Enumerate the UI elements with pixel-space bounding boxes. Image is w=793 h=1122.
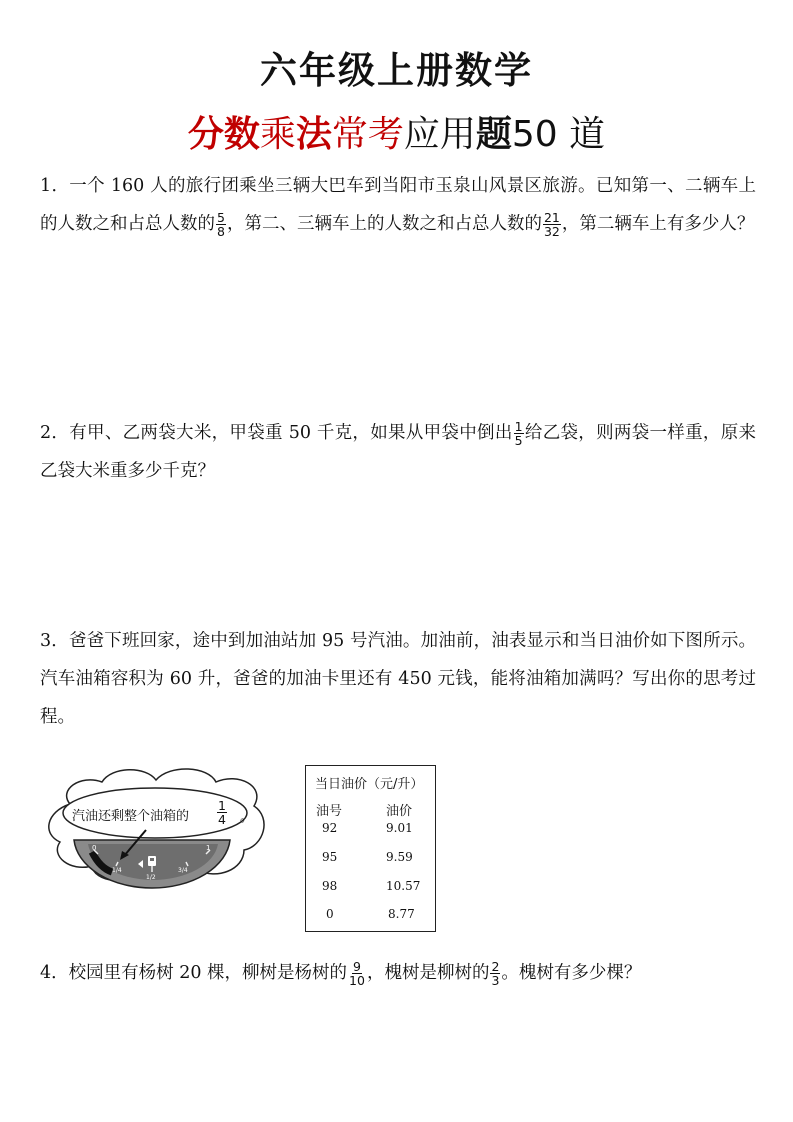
question-number: 1． [40,176,70,196]
fraction [543,211,561,238]
price-header-price: 油价 [386,804,413,819]
gauge-label-full: 1 [206,844,211,852]
question-text: 爸爸下班回家，途中到加油站加 95 号汽油。加油前，油表显示和当日油价如下图所示。汽车油箱容积为 60 升，爸爸的加油卡里还有 450 元钱，能将油箱加满吗？写出你的思考过程。 [40,631,756,727]
document-title: 六年级上册数学 [260,49,533,92]
price-value: 10.57 [386,879,421,893]
fraction-denominator: 8 [217,224,225,239]
fraction-denominator: 5 [514,433,523,448]
question-number: 4． [40,963,69,983]
fraction-numerator: 1 [514,419,523,434]
question-text: ，第二辆车上有多少人？ [561,214,755,234]
question-1 [40,167,756,243]
subtitle-part-1: 分数 [187,114,260,155]
price-header-grade: 油号 [316,804,343,819]
price-grade: 0 [326,907,334,921]
fraction-denominator: 32 [543,224,560,239]
question-number: 2． [40,423,70,443]
fraction-denominator: 4 [218,812,226,827]
subtitle-part-4: 常考 [331,114,404,155]
subtitle-part-3: 法 [295,114,332,155]
fraction [490,960,500,987]
gauge-label-half: 1/2 [146,874,156,881]
question-text: 有甲、乙两袋大米，甲袋重 50 千克，如果从甲袋中倒出 [69,423,513,443]
question-text: ，槐树是柳树的 [366,963,490,983]
question-3 [40,622,756,736]
price-value: 9.59 [386,850,413,864]
price-value: 8.77 [388,907,415,921]
price-table-title: 当日油价（元/升） [315,777,424,792]
subtitle-part-5: 应用 [403,114,476,155]
oil-price-table [305,765,436,932]
fraction-denominator: 10 [349,973,365,988]
question-text: 校园里有杨树 20 棵，柳树是杨树的 [68,963,348,983]
bubble-fraction [216,799,228,826]
bubble-text: 汽油还剩整个油箱的 [72,809,190,824]
document-subtitle [0,106,793,157]
gauge-label-quarter: 1/4 [112,867,122,874]
subtitle-part-2: 乘 [259,114,296,155]
question-number: 3． [40,631,69,651]
fraction [348,960,366,987]
question-text: ，第二、三辆车上的人数之和占总人数的 [226,214,542,234]
question-text: 一个 160 人的旅行团乘坐三辆大巴车到当阳市玉泉山风景区旅游。已知第一、二辆车上的人数之和占总人数的 [40,176,756,234]
fraction-numerator: 5 [217,210,225,225]
question-text: 。槐树有多少棵？ [501,963,642,983]
subtitle-part-6: 题 [475,114,512,155]
fraction-numerator: 1 [218,798,226,813]
price-grade: 95 [322,850,338,864]
fraction-numerator: 21 [543,210,560,225]
fraction-denominator: 3 [491,973,500,988]
fraction [216,211,226,238]
fraction-numerator: 2 [491,959,500,974]
question-text: 给乙袋，则两袋一样重，原来乙袋大米重多少千克？ [40,423,756,481]
gauge-label-three-quarter: 3/4 [178,867,188,874]
question-2 [40,414,756,490]
bubble-end-punct: 。 [240,810,254,825]
fraction [514,420,524,447]
subtitle-part-7: 50 道 [511,114,606,155]
fraction-numerator: 9 [353,959,361,974]
price-grade: 98 [322,879,338,893]
gauge-label-0: 0 [92,844,97,852]
price-grade: 92 [322,821,338,835]
question-4 [40,954,756,992]
price-value: 9.01 [386,821,413,835]
fuel-pump-icon [148,856,156,866]
fuel-gauge-figure [40,760,268,890]
